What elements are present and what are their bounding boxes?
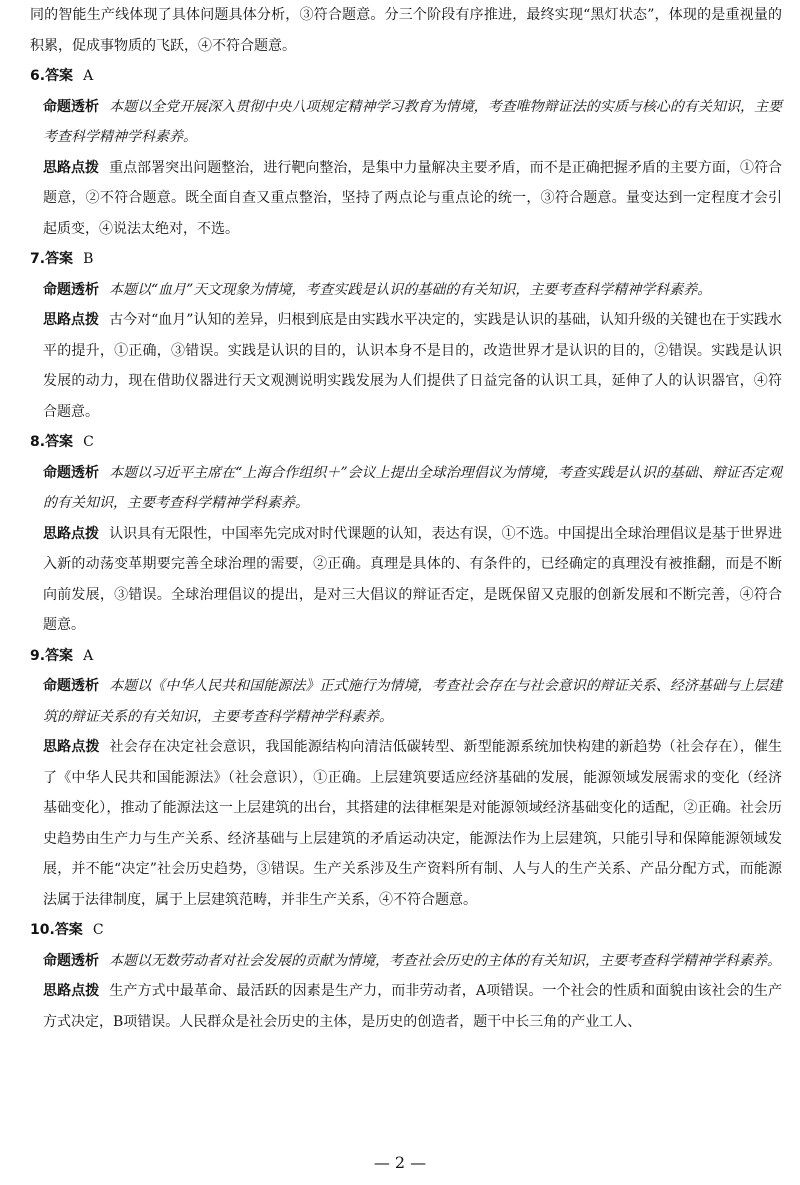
question-number: 9. [30, 647, 46, 664]
analysis-label: 命题透析 [43, 952, 99, 969]
tips-paragraph [30, 732, 782, 915]
question-block-9 [30, 641, 782, 916]
question-header [30, 641, 782, 672]
question-number: 7. [30, 251, 46, 267]
analysis-text: 本题以全党开展深入贯彻中央八项规定精神学习教育为情境，考查唯物辩证法的实质与核心的有关知识，主要考查科学精神学科素养。 [43, 98, 783, 145]
answer-value: C [83, 434, 94, 450]
tips-label: 思路点拨 [43, 739, 100, 755]
answer-value: C [92, 922, 104, 938]
tips-text: 认识具有无限性，中国率先完成对时代课题的认知，表达有误，①不选。中国提出全球治理倡议是基于世界进入新的动荡变革期要完善全球治理的需要，②正确。真理是具体的、有条件的，已经确定的真理没有被推翻，而是不断向前发展，③错误。全球治理倡议的提出，是对三大倡议的辩证否定，是既保留又克服的创新发展和不断完善，④符合题意。 [43, 525, 783, 633]
analysis-label: 命题透析 [43, 98, 100, 115]
question-header [30, 244, 782, 275]
analysis-label: 命题透析 [43, 281, 99, 298]
tips-text: 古今对“血月”认知的差异，归根到底是由实践水平决定的，实践是认识的基础，认知升级的关键也在于实践水平的提升，①正确，③错误。实践是认识的目的，认识本身不是目的，改造世界才是认识的目的，②错误。实践是认识发展的动力，现在借助仪器进行天文观测说明实践发展为人们提供了日益完备的认识工具，延伸了人的认识器官，④符合题意。 [43, 312, 783, 420]
page-number: — 2 — [373, 1153, 427, 1172]
analysis-paragraph [30, 946, 782, 977]
tips-paragraph [30, 305, 782, 427]
analysis-label: 命题透析 [43, 464, 100, 481]
analysis-paragraph [30, 458, 782, 519]
continuation-paragraph: 同的智能生产线体现了具体问题具体分析，③符合题意。分三个阶段有序推进，最终实现“黑灯状态”，体现的是重视量的积累，促成事物质的飞跃，④不符合题意。 [30, 7, 782, 54]
analysis-text: 本题以习近平主席在“上海合作组织＋”会议上提出全球治理倡议为情境，考查实践是认识的基础、辩证否定观的有关知识，主要考查科学精神学科素养。 [43, 464, 783, 511]
answer-label: 答案 [54, 922, 83, 938]
tips-label: 思路点拨 [43, 159, 100, 176]
question-block-7 [30, 244, 782, 427]
document-page [30, 0, 782, 1037]
answer-label: 答案 [45, 647, 74, 664]
question-block-6 [30, 61, 782, 244]
tips-label: 思路点拨 [43, 983, 100, 999]
analysis-text: 本题以无数劳动者对社会发展的贡献为情境，考查社会历史的主体的有关知识，主要考查科学精神学科素养。 [109, 952, 781, 969]
answer-value: B [83, 251, 94, 267]
question-header [30, 915, 782, 946]
analysis-paragraph [30, 275, 782, 306]
question-number: 6. [30, 68, 46, 84]
answer-label: 答案 [45, 251, 74, 267]
tips-paragraph [30, 519, 782, 641]
tips-paragraph [30, 153, 782, 245]
tips-label: 思路点拨 [43, 312, 100, 328]
answer-value: A [83, 68, 94, 84]
answer-value: A [83, 647, 94, 664]
question-header [30, 427, 782, 458]
tips-label: 思路点拨 [43, 525, 100, 542]
answer-label: 答案 [45, 68, 74, 84]
question-header [30, 61, 782, 92]
tips-text: 社会存在决定社会意识，我国能源结构向清洁低碳转型、新型能源系统加快构建的新趋势（社会存在），催生了《中华人民共和国能源法》（社会意识），①正确。上层建筑要适应经济基础的发展，能源领域发展需求的变化（经济基础变化），推动了能源法这一上层建筑的出台，其搭建的法律框架是对能源领域经济基础变化的适配，②正确。社会历史趋势由生产力与生产关系、经济基础与上层建筑的矛盾运动决定，能源法作为上层建筑，只能引导和保障能源领域发展，并不能“决定”社会历史趋势，③错误。生产关系涉及生产资料所有制、人与人的生产关系、产品分配方式，而能源法属于法律制度，属于上层建筑范畴，并非生产关系，④不符合题意。 [43, 739, 783, 908]
tips-paragraph [30, 976, 782, 1037]
tips-text: 生产方式中最革命、最活跃的因素是生产力，而非劳动者，A项错误。一个社会的性质和面貌由该社会的生产方式决定，B项错误。人民群众是社会历史的主体，是历史的创造者，题干中长三角的产业工人、 [43, 983, 783, 1030]
answer-label: 答案 [45, 434, 74, 450]
analysis-text: 本题以《中华人民共和国能源法》正式施行为情境，考查社会存在与社会意识的辩证关系、经济基础与上层建筑的辩证关系的有关知识，主要考查科学精神学科素养。 [43, 678, 783, 725]
analysis-paragraph [30, 671, 782, 732]
question-number: 8. [30, 434, 46, 450]
question-block-8 [30, 427, 782, 641]
analysis-text: 本题以“血月”天文现象为情境，考查实践是认识的基础的有关知识，主要考查科学精神学科素养。 [109, 281, 712, 298]
tips-text: 重点部署突出问题整治，进行靶向整治，是集中力量解决主要矛盾，而不是正确把握矛盾的主要方面，①符合题意，②不符合题意。既全面自查又重点整治，坚持了两点论与重点论的统一，③符合题意。量变达到一定程度才会引起质变，④说法太绝对，不选。 [43, 159, 783, 237]
analysis-paragraph [30, 92, 782, 153]
question-block-10 [30, 915, 782, 1037]
question-number: 10. [30, 922, 55, 938]
analysis-label: 命题透析 [43, 678, 100, 694]
